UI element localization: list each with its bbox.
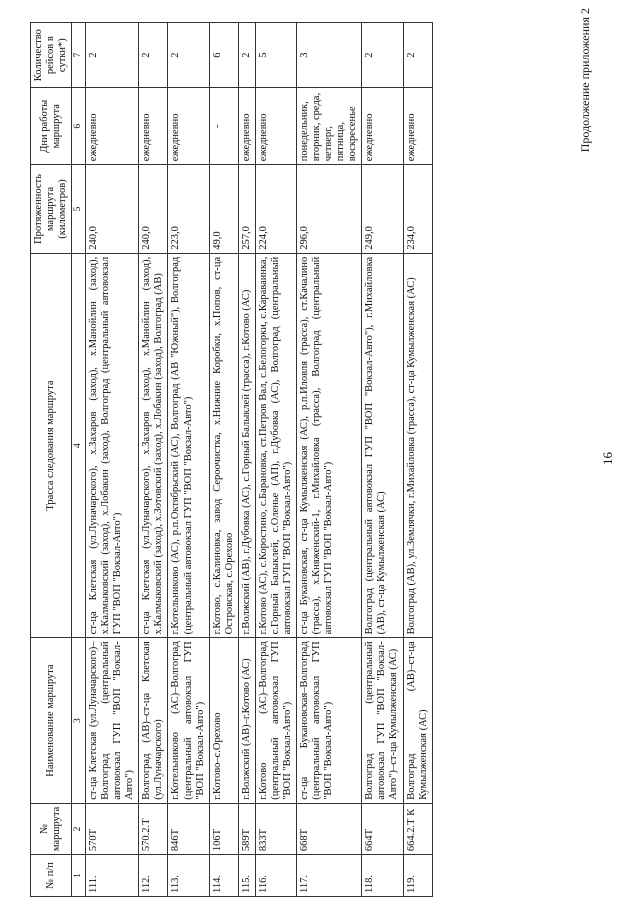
route-days: ежедневно xyxy=(362,88,403,165)
header-route-num: № маршрута xyxy=(31,803,72,854)
route-length: 296,0 xyxy=(297,165,362,254)
route-days: - xyxy=(209,88,238,165)
route-days: ежедневно xyxy=(255,88,296,165)
row-num: 114. xyxy=(209,855,238,897)
route-number: 570.2.Т xyxy=(139,803,168,854)
route-days: ежедневно xyxy=(403,88,432,165)
route-days: ежедневно xyxy=(168,88,209,165)
route-name: г.Волжский (АВ)–г.Котово (АС) xyxy=(238,638,255,803)
route-length: 249,0 xyxy=(362,165,403,254)
col-number: 1 xyxy=(72,855,86,897)
route-name: г.Котово (АС)–Волгоград (центральный автовокзал ГУП "ВОП "Вокзал-Авто") xyxy=(255,638,296,803)
route-length: 234,0 xyxy=(403,165,432,254)
route-length: 257,0 xyxy=(238,165,255,254)
row-num: 119. xyxy=(403,855,432,897)
route-path: Волгоград (АВ), ул.Землячки, г.Михайловка (трасса), ст-ца Кумылженская (АС) xyxy=(403,253,432,638)
route-name: г.Котово–с.Орехово xyxy=(209,638,238,803)
col-number: 6 xyxy=(72,88,86,165)
header-path: Трасса следования маршрута xyxy=(31,253,72,638)
route-number: 846Т xyxy=(168,803,209,854)
header-trips: Количество рейсов в сутки*) xyxy=(31,23,72,88)
route-path: ст-ца Клетская (ул.Луначарского), х.Захаров (заход), х.Манойлин (заход), х.Калмыковский (заход), х.Зотовский (заход), х.Лобакин (заход), Волгоград (АВ) xyxy=(139,253,168,638)
row-num: 116. xyxy=(255,855,296,897)
route-length: 240,0 xyxy=(86,165,139,254)
table-header-row xyxy=(31,23,72,897)
route-path: ст-ца Букановская, ст-ца Кумылженская (АС), р.п.Иловля (трасса), ст.Качалино (трасса), х.Княженский-1, г.Михайловка (трасса), Волгоград (центральный автовокзал ГУП "ВОП "Вокзал-Авто") xyxy=(297,253,362,638)
row-num: 118. xyxy=(362,855,403,897)
route-days: ежедневно xyxy=(238,88,255,165)
route-name: ст-ца Клетская (ул.Луначарского)–Волгоград (центральный автовокзал ГУП "ВОП "Вокзал-Авто") xyxy=(86,638,139,803)
route-length: 224,0 xyxy=(255,165,296,254)
row-num: 113. xyxy=(168,855,209,897)
route-trips: 2 xyxy=(403,23,432,88)
route-name: ст-ца Букановская–Волгоград (центральный автовокзал ГУП "ВОП "Вокзал-Авто") xyxy=(297,638,362,803)
route-days: ежедневно xyxy=(86,88,139,165)
route-trips: 2 xyxy=(86,23,139,88)
header-name: Наименование маршрута xyxy=(31,638,72,803)
column-number-row xyxy=(72,23,86,897)
header-num: № п/п xyxy=(31,855,72,897)
route-number: 570Т xyxy=(86,803,139,854)
route-path: г.Котельниково (АС), р.п.Октябрьский (АС), Волгоград (АВ "Южный"), Волгоград (центральный автовокзал ГУП "ВОП "Вокзал-Авто") xyxy=(168,253,209,638)
route-name: Волгоград (АВ)–ст-ца Кумылженская (АС) xyxy=(403,638,432,803)
row-num: 111. xyxy=(86,855,139,897)
route-length: 223,0 xyxy=(168,165,209,254)
header-length: Протяженность маршрута (километров) xyxy=(31,165,72,254)
route-path: ст-ца Клетская (ул.Луначарского), х.Захаров (заход), х.Манойлин (заход), х.Калмыковский (заход), х.Лобакин (заход), Волгоград (центральный автовокзал ГУП "ВОП "Вокзал-Авто") xyxy=(86,253,139,638)
route-number: 664Т xyxy=(362,803,403,854)
col-number: 2 xyxy=(72,803,86,854)
table-row xyxy=(403,23,432,897)
route-name: Волгоград (АВ)–ст-ца Клетская (ул.Луначарского) xyxy=(139,638,168,803)
table-row xyxy=(255,23,296,897)
route-name: Волгоград (центральный автовокзал ГУП "ВОП "Вокзал-Авто")–ст-ца Кумылженская (АС) xyxy=(362,638,403,803)
routes-table xyxy=(30,22,433,897)
col-number: 3 xyxy=(72,638,86,803)
route-number: 589Т xyxy=(238,803,255,854)
continuation-note: Продолжение приложения 2 xyxy=(578,8,592,153)
route-path: Волгоград (центральный автовокзал ГУП "ВОП "Вокзал-Авто"), г.Михайловка (АВ), ст-ца Кумылженская (АС) xyxy=(362,253,403,638)
route-number: 668Т xyxy=(297,803,362,854)
page-number: 16 xyxy=(600,452,615,465)
row-num: 115. xyxy=(238,855,255,897)
table-row xyxy=(238,23,255,897)
table-row xyxy=(168,23,209,897)
table-row xyxy=(86,23,139,897)
route-trips: 2 xyxy=(362,23,403,88)
route-days: понедельник, вторник, среда, четверг, пятница, воскресенье xyxy=(297,88,362,165)
route-path: г.Котово, с.Калиновка, завод Сероочистка, х.Нижние Коробки, х.Попов, ст-ца Островская, с.Орехово xyxy=(209,253,238,638)
route-trips: 2 xyxy=(238,23,255,88)
table-row xyxy=(362,23,403,897)
route-number: 106Т xyxy=(209,803,238,854)
route-name: г.Котельниково (АС)–Волгоград (центральный автовокзал ГУП "ВОП "Вокзал-Авто") xyxy=(168,638,209,803)
route-trips: 5 xyxy=(255,23,296,88)
col-number: 4 xyxy=(72,253,86,638)
table-row xyxy=(297,23,362,897)
route-trips: 6 xyxy=(209,23,238,88)
route-length: 240,0 xyxy=(139,165,168,254)
route-trips: 3 xyxy=(297,23,362,88)
route-number: 664.2.Т К xyxy=(403,803,432,854)
table-row xyxy=(139,23,168,897)
route-days: ежедневно xyxy=(139,88,168,165)
route-trips: 2 xyxy=(168,23,209,88)
col-number: 7 xyxy=(72,23,86,88)
row-num: 117. xyxy=(297,855,362,897)
col-number: 5 xyxy=(72,165,86,254)
route-number: 833Т xyxy=(255,803,296,854)
row-num: 112. xyxy=(139,855,168,897)
table-row xyxy=(209,23,238,897)
route-path: г.Волжский (АВ), г.Дубовка (АС), с.Горный Балыклей (трасса), г.Котово (АС) xyxy=(238,253,255,638)
route-trips: 2 xyxy=(139,23,168,88)
header-days: Дни работы маршрута xyxy=(31,88,72,165)
route-length: 49,0 xyxy=(209,165,238,254)
route-path: г.Котово (АС), с.Коростино, с.Барановка, ст.Петров Вал, с.Белогорки, с.Караваинка, с.Горный Балыклей, с.Оленье (АП), г.Дубовка (АС), Волгоград (центральный автовокзал ГУП "ВОП "Вокзал-Авто") xyxy=(255,253,296,638)
